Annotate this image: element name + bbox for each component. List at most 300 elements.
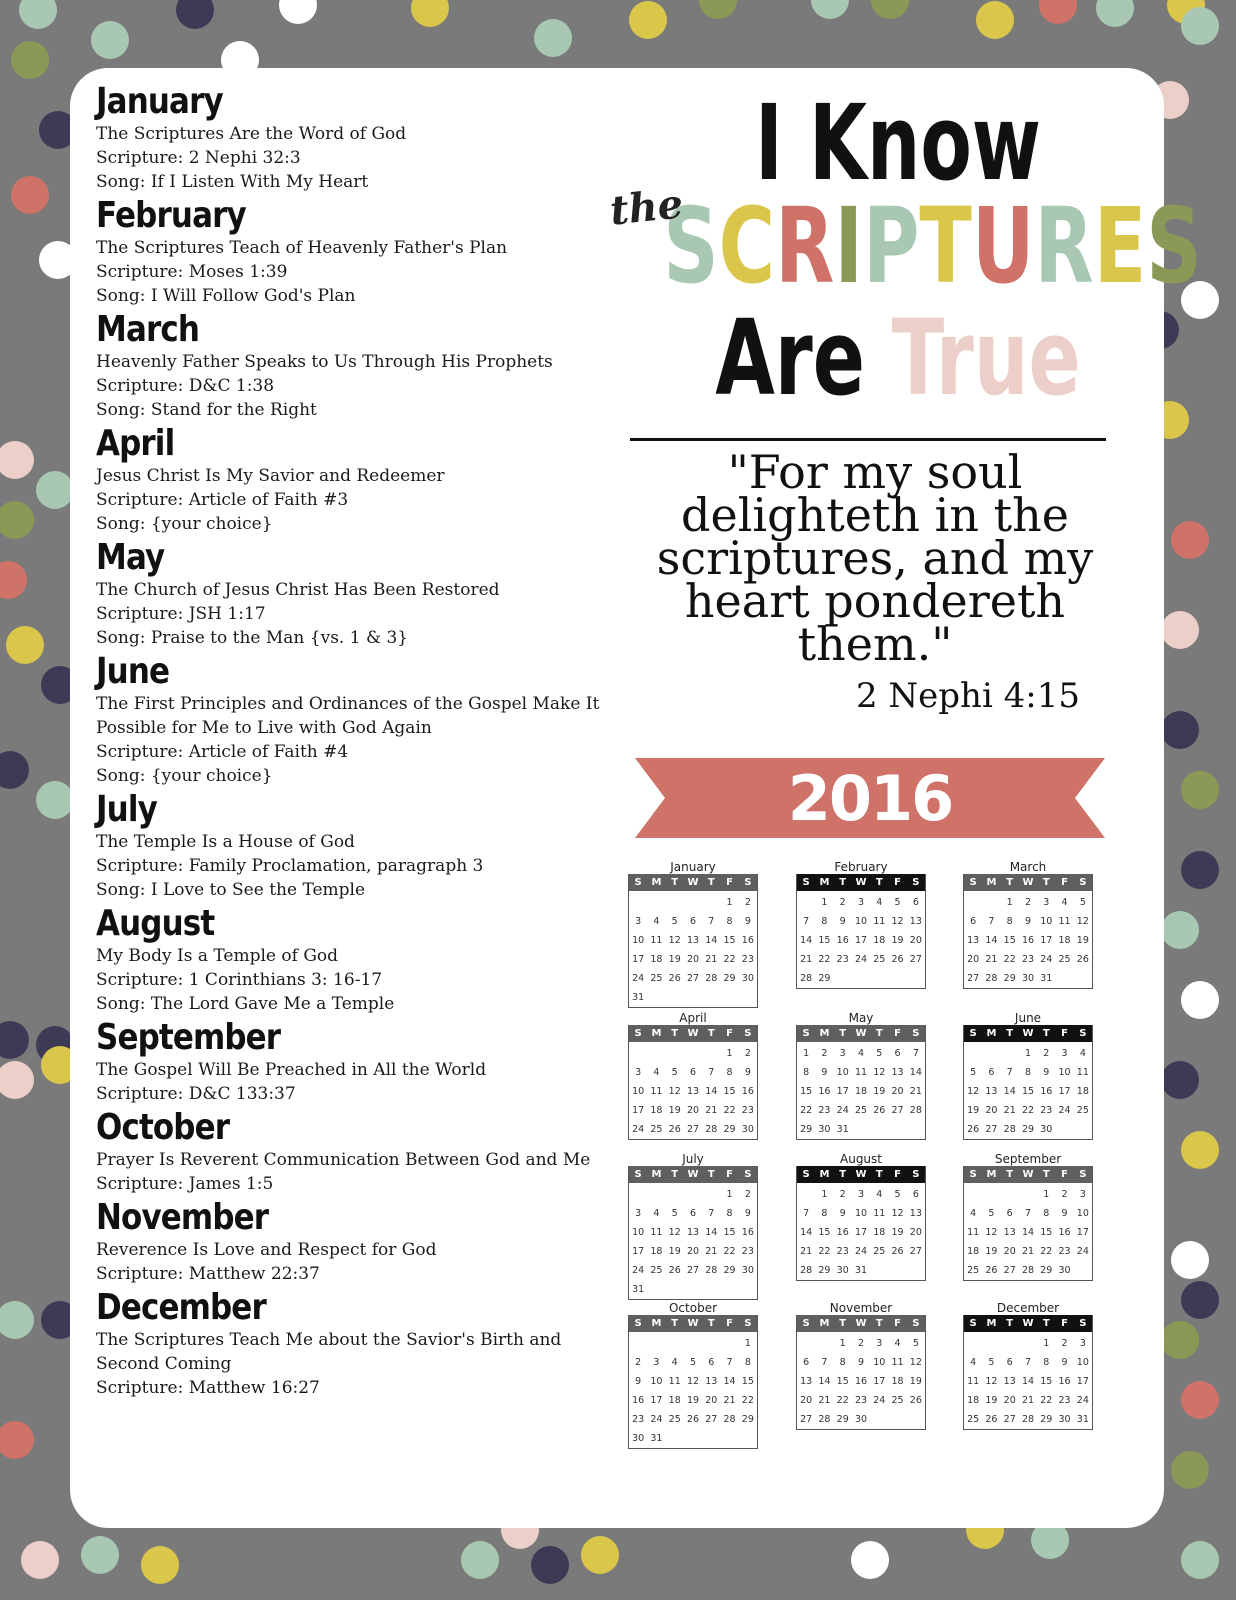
monthly-topics-list	[96, 82, 626, 1402]
calendar-day	[647, 1044, 665, 1063]
calendar-day: 27	[800, 1414, 813, 1425]
calendar-day: 21	[705, 1105, 718, 1116]
calendar-day: 16	[632, 1395, 645, 1406]
weekday-letter: S	[634, 877, 642, 888]
polka-dot	[811, 0, 849, 19]
polka-dot	[141, 1546, 179, 1584]
calendar-day: 1	[1024, 1048, 1032, 1059]
calendar-day: 19	[967, 1105, 980, 1116]
calendar-day: 30	[1058, 1414, 1071, 1425]
calendar-box	[796, 1315, 926, 1430]
calendar-day: 1	[744, 1338, 751, 1349]
calendar-day: 17	[1040, 935, 1053, 946]
calendar-day: 6	[689, 1067, 697, 1078]
month-line: Scripture: Article of Faith #3	[96, 490, 349, 510]
calendar-day: 7	[1024, 1357, 1032, 1368]
calendar-day	[907, 1410, 925, 1429]
calendar-day: 16	[1040, 1086, 1053, 1097]
polka-dot	[1171, 1241, 1209, 1279]
weekday-letter: S	[1079, 877, 1087, 888]
calendar-day: 20	[909, 935, 922, 946]
calendar-day: 17	[650, 1395, 663, 1406]
day-grid	[629, 1332, 757, 1448]
calendar-day: 16	[854, 1376, 868, 1387]
weekday-letter: W	[1022, 1028, 1034, 1039]
calendar-day: 27	[909, 1246, 922, 1257]
polka-dot	[21, 1541, 59, 1579]
calendar-day: 13	[686, 1086, 700, 1097]
calendar-day: 7	[726, 1357, 733, 1368]
calendar-day: 11	[967, 1227, 980, 1238]
calendar-day: 2	[839, 1189, 846, 1200]
calendar-day: 28	[723, 1414, 736, 1425]
weekday-letter: T	[1006, 1318, 1014, 1329]
weekday-letter: W	[687, 1169, 699, 1180]
calendar-day: 20	[985, 1105, 998, 1116]
calendar-day: 30	[1021, 973, 1035, 984]
day-grid	[797, 1042, 925, 1139]
calendar-day: 19	[1076, 935, 1089, 946]
calendar-day: 20	[891, 1086, 904, 1097]
month-name: March	[96, 309, 200, 350]
calendar-day: 30	[741, 1265, 754, 1276]
calendar-day: 10	[1076, 1208, 1089, 1219]
calendar-day: 2	[1061, 1338, 1068, 1349]
calendar-day: 26	[891, 954, 904, 965]
month-name: December	[96, 1287, 266, 1328]
polka-dot	[0, 1021, 29, 1059]
month-line: Song: The Lord Gave Me a Temple	[96, 994, 395, 1014]
calendar-day: 22	[1040, 1246, 1053, 1257]
calendar-day	[1074, 1261, 1092, 1280]
polka-dot	[1181, 1541, 1219, 1579]
calendar-day	[720, 1429, 738, 1448]
calendar-month-name: April	[679, 1011, 707, 1025]
calendar-day	[1001, 1044, 1019, 1063]
calendar-day: 15	[741, 1376, 754, 1387]
polka-dot	[581, 1536, 619, 1574]
weekday-letter: T	[671, 1169, 679, 1180]
polka-dot	[531, 1546, 569, 1584]
calendar-day: 15	[818, 935, 831, 946]
calendar-day: 7	[912, 1048, 919, 1059]
calendar-month-name: January	[670, 860, 716, 874]
calendar-day: 29	[741, 1414, 754, 1425]
calendar-day: 21	[985, 954, 998, 965]
calendar-day: 3	[1079, 1189, 1086, 1200]
calendar-day: 5	[912, 1338, 919, 1349]
calendar-day: 8	[1043, 1357, 1050, 1368]
calendar-day: 17	[873, 1376, 886, 1387]
month-line: Scripture: Matthew 22:37	[96, 1264, 320, 1284]
weekday-header	[797, 874, 925, 891]
weekday-letter: M	[986, 1169, 997, 1180]
month-block	[96, 424, 626, 536]
month-block	[96, 82, 626, 194]
calendar-day: 13	[909, 1208, 922, 1219]
calendar-month-name: August	[840, 1152, 882, 1166]
weekday-letter: S	[912, 1169, 920, 1180]
calendar-day: 4	[857, 1048, 865, 1059]
calendar-day	[666, 988, 684, 1007]
calendar-day: 10	[650, 1376, 663, 1387]
calendar-day: 28	[800, 1265, 813, 1276]
calendar-day	[1074, 969, 1092, 988]
calendar-day: 5	[970, 1067, 977, 1078]
calendar-day: 15	[1003, 935, 1016, 946]
calendar-day: 24	[632, 1265, 645, 1276]
calendar-day: 28	[1021, 1414, 1035, 1425]
month-line: Scripture: Moses 1:39	[96, 262, 288, 282]
calendar-month-name: November	[829, 1301, 893, 1315]
month-name: February	[96, 195, 246, 236]
calendar-day: 25	[1058, 954, 1071, 965]
calendar-day: 1	[1043, 1338, 1050, 1349]
calendar-day	[629, 1334, 647, 1353]
calendar-day: 30	[1058, 1265, 1071, 1276]
calendar-day: 11	[668, 1376, 681, 1387]
weekday-letter: T	[1006, 877, 1014, 888]
calendar-day	[702, 988, 720, 1007]
calendar-day: 3	[1079, 1338, 1086, 1349]
calendar-day: 22	[723, 1105, 736, 1116]
calendar-day: 12	[668, 935, 681, 946]
calendar-day	[852, 1120, 870, 1139]
month-block	[96, 1018, 626, 1106]
calendar-day: 14	[1021, 1376, 1035, 1387]
calendar-box	[628, 1025, 758, 1140]
weekday-letter: T	[839, 1318, 847, 1329]
calendar-day: 30	[836, 1265, 849, 1276]
calendar-day	[1055, 1120, 1073, 1139]
weekday-letter: T	[839, 877, 847, 888]
calendar-day: 26	[985, 1265, 998, 1276]
calendar-day: 22	[800, 1105, 813, 1116]
calendar-day: 5	[894, 1189, 901, 1200]
polka-dot	[1096, 0, 1134, 27]
calendar-day	[888, 1261, 906, 1280]
polka-dot	[1161, 911, 1199, 949]
calendar-month-name: September	[994, 1152, 1062, 1166]
month-line: Jesus Christ Is My Savior and Redeemer	[96, 466, 445, 486]
calendar-day: 17	[1076, 1376, 1089, 1387]
calendar-month-name: March	[1009, 860, 1047, 874]
calendar-day: 8	[1043, 1208, 1050, 1219]
calendar-day	[666, 1334, 684, 1353]
calendar-day	[702, 1429, 720, 1448]
calendar-day: 12	[985, 1376, 998, 1387]
polka-dot	[1181, 1381, 1219, 1419]
calendar-day: 24	[632, 973, 645, 984]
calendar-day	[684, 1044, 702, 1063]
title-i-know: I Know	[755, 82, 1041, 204]
calendar-day: 28	[909, 1105, 922, 1116]
weekday-letter: T	[1042, 1318, 1050, 1329]
calendar-day: 11	[1058, 916, 1071, 927]
calendar-day: 22	[723, 954, 736, 965]
calendar-day: 27	[705, 1414, 718, 1425]
calendar-day: 25	[873, 954, 886, 965]
calendar-day: 15	[818, 1227, 831, 1238]
calendar-day: 2	[744, 1189, 751, 1200]
weekday-letter: T	[875, 1169, 883, 1180]
weekday-letter: T	[671, 1028, 679, 1039]
calendar-day: 25	[668, 1414, 681, 1425]
calendar-day: 24	[854, 954, 868, 965]
calendar-day: 5	[876, 1048, 883, 1059]
month-line: Reverence Is Love and Respect for God	[96, 1240, 437, 1260]
weekday-letter: S	[634, 1169, 642, 1180]
calendar-month-name: July	[682, 1152, 704, 1166]
calendar-day	[797, 1185, 815, 1204]
weekday-letter: T	[707, 877, 715, 888]
month-calendar	[963, 860, 1093, 989]
quote-reference: 2 Nephi 4:15	[855, 676, 1080, 716]
month-name: June	[96, 651, 170, 692]
calendar-day: 29	[723, 1124, 736, 1135]
calendar-day: 21	[705, 1246, 718, 1257]
calendar-day: 10	[632, 1227, 645, 1238]
calendar-day: 17	[1058, 1086, 1071, 1097]
month-line: The Church of Jesus Christ Has Been Restored	[96, 580, 500, 600]
month-name: May	[96, 537, 165, 578]
calendar-day: 9	[821, 1067, 828, 1078]
calendar-day: 8	[821, 1208, 828, 1219]
calendar-day: 1	[726, 1189, 733, 1200]
calendar-box	[628, 1166, 758, 1300]
weekday-letter: F	[1061, 1028, 1068, 1039]
month-line: Scripture: 1 Corinthians 3: 16-17	[96, 970, 383, 990]
month-line: Song: Praise to the Man {vs. 1 & 3}	[96, 628, 409, 648]
calendar-day: 17	[632, 1105, 645, 1116]
calendar-day: 13	[891, 1067, 904, 1078]
polka-dot	[1171, 521, 1209, 559]
calendar-day	[964, 1334, 982, 1353]
calendar-day: 9	[744, 916, 751, 927]
calendar-day: 21	[1003, 1105, 1016, 1116]
calendar-day	[684, 1185, 702, 1204]
weekday-letter: W	[687, 877, 699, 888]
calendar-day: 21	[800, 954, 813, 965]
polka-dot	[976, 1, 1014, 39]
calendar-day: 22	[723, 1246, 736, 1257]
weekday-letter: F	[894, 1028, 901, 1039]
polka-dot	[0, 561, 27, 599]
title-letter: S	[663, 185, 719, 307]
month-line: The Scriptures Are the Word of God	[96, 124, 407, 144]
calendar-day: 20	[967, 954, 980, 965]
calendar-day: 9	[635, 1376, 642, 1387]
calendar-day: 28	[800, 973, 813, 984]
calendar-day	[666, 893, 684, 912]
calendar-day	[870, 1410, 888, 1429]
weekday-letter: S	[1079, 1318, 1087, 1329]
calendar-day: 14	[705, 1086, 718, 1097]
weekday-header	[964, 874, 1092, 891]
calendar-day: 28	[705, 1124, 718, 1135]
calendar-day	[739, 1280, 757, 1299]
polka-dot	[1161, 711, 1199, 749]
calendar-day: 9	[857, 1357, 865, 1368]
month-calendar	[963, 1301, 1093, 1430]
calendar-day: 29	[723, 1265, 736, 1276]
calendar-day: 30	[741, 973, 754, 984]
calendar-day	[834, 969, 852, 988]
calendar-day: 15	[1040, 1227, 1053, 1238]
calendar-day: 19	[668, 1246, 681, 1257]
calendar-day: 25	[891, 1395, 904, 1406]
calendar-day: 2	[744, 897, 751, 908]
calendar-day: 7	[988, 916, 995, 927]
calendar-day: 29	[818, 973, 831, 984]
weekday-letter: S	[969, 1028, 977, 1039]
month-line: Song: {your choice}	[96, 514, 273, 534]
calendar-day: 9	[744, 1067, 751, 1078]
calendar-day: 23	[836, 954, 849, 965]
calendar-day	[702, 893, 720, 912]
calendar-day: 5	[894, 897, 901, 908]
calendar-day: 13	[800, 1376, 813, 1387]
calendar-month-name: October	[668, 1301, 718, 1315]
calendar-day: 3	[635, 916, 642, 927]
calendar-day	[629, 1185, 647, 1204]
title-letter: U	[971, 185, 1035, 307]
polka-dot	[411, 0, 449, 27]
calendar-day: 4	[1079, 1048, 1086, 1059]
polka-dot	[1161, 1061, 1199, 1099]
calendar-day: 26	[686, 1414, 700, 1425]
calendar-day: 4	[876, 897, 883, 908]
calendar-box	[796, 874, 926, 989]
month-calendar	[628, 1152, 758, 1300]
calendar-day: 24	[854, 1246, 868, 1257]
calendar-day: 1	[821, 1189, 828, 1200]
calendar-day: 3	[857, 897, 865, 908]
calendar-day: 5	[988, 1357, 995, 1368]
weekday-letter: S	[634, 1028, 642, 1039]
title-letter: C	[718, 185, 776, 307]
month-calendar	[628, 860, 758, 1008]
month-block	[96, 1288, 626, 1400]
calendar-day: 6	[894, 1048, 901, 1059]
polka-dot	[91, 21, 129, 59]
calendar-day: 7	[803, 1208, 810, 1219]
weekday-letter: T	[875, 1318, 883, 1329]
calendar-day: 16	[1058, 1376, 1071, 1387]
weekday-letter: M	[651, 877, 662, 888]
polka-dot	[0, 751, 29, 789]
calendar-day: 7	[803, 916, 810, 927]
weekday-header	[629, 1166, 757, 1183]
calendar-day	[647, 1185, 665, 1204]
calendar-day: 3	[653, 1357, 660, 1368]
calendar-day: 4	[653, 1067, 660, 1078]
calendar-day: 16	[741, 935, 754, 946]
calendar-day: 20	[705, 1395, 718, 1406]
calendar-day: 20	[686, 1105, 700, 1116]
month-line: Prayer Is Reverent Communication Between God and Me	[96, 1150, 591, 1170]
calendar-day	[666, 1185, 684, 1204]
calendar-day: 18	[668, 1395, 681, 1406]
weekday-letter: F	[1061, 1318, 1068, 1329]
calendar-day: 13	[686, 1227, 700, 1238]
calendar-month-name: December	[996, 1301, 1060, 1315]
calendar-box	[796, 1025, 926, 1140]
weekday-letter: F	[894, 877, 901, 888]
title-are-true	[691, 298, 1105, 418]
calendar-day: 7	[708, 1067, 715, 1078]
weekday-letter: S	[802, 1318, 810, 1329]
calendar-day: 11	[967, 1376, 980, 1387]
calendar-day: 6	[912, 897, 919, 908]
weekday-letter: T	[1042, 877, 1050, 888]
day-grid	[964, 1332, 1092, 1429]
calendar-day	[888, 969, 906, 988]
calendar-day: 23	[741, 1105, 754, 1116]
calendar-day: 4	[970, 1357, 977, 1368]
polka-dot	[871, 0, 909, 19]
calendar-day: 17	[632, 954, 645, 965]
polka-dot	[1161, 611, 1199, 649]
polka-dot	[461, 1541, 499, 1579]
weekday-letter: S	[744, 877, 752, 888]
calendar-day: 1	[839, 1338, 846, 1349]
calendar-day: 20	[909, 1227, 922, 1238]
calendar-day: 31	[1076, 1414, 1089, 1425]
calendar-day: 22	[1003, 954, 1016, 965]
day-grid	[964, 1183, 1092, 1280]
weekday-header	[964, 1315, 1092, 1332]
month-line: The Gospel Will Be Preached in All the World	[96, 1060, 487, 1080]
calendar-day: 22	[818, 1246, 831, 1257]
calendar-day: 5	[671, 1208, 678, 1219]
calendar-day: 3	[1043, 897, 1050, 908]
calendar-day: 1	[726, 897, 733, 908]
calendar-day: 15	[723, 935, 736, 946]
calendar-day: 4	[1061, 897, 1068, 908]
polka-dot	[1181, 1281, 1219, 1319]
calendar-day	[647, 1334, 665, 1353]
calendar-day: 20	[1003, 1246, 1016, 1257]
polka-dot	[36, 781, 74, 819]
calendar-day: 6	[1006, 1208, 1013, 1219]
polka-dot	[1181, 771, 1219, 809]
calendar-day	[982, 1185, 1000, 1204]
month-line: Scripture: JSH 1:17	[96, 604, 266, 624]
calendar-day: 18	[650, 1246, 663, 1257]
polka-dot	[699, 0, 737, 19]
calendar-day: 27	[686, 973, 700, 984]
calendar-day: 23	[741, 954, 754, 965]
calendar-day: 19	[985, 1395, 998, 1406]
calendar-box	[963, 1025, 1093, 1140]
calendar-day: 1	[821, 897, 828, 908]
calendar-day: 26	[909, 1395, 922, 1406]
polka-dot	[534, 19, 572, 57]
calendar-day	[1019, 1334, 1037, 1353]
month-calendar	[963, 1152, 1093, 1281]
weekday-letter: W	[687, 1318, 699, 1329]
calendar-day: 12	[873, 1067, 886, 1078]
polka-dot	[1171, 1451, 1209, 1489]
calendar-day: 14	[1021, 1227, 1035, 1238]
calendar-day: 1	[726, 1048, 733, 1059]
calendar-day: 3	[876, 1338, 883, 1349]
calendar-day: 6	[970, 916, 977, 927]
calendar-day: 19	[985, 1246, 998, 1257]
weekday-header	[629, 874, 757, 891]
calendar-day: 14	[800, 935, 813, 946]
